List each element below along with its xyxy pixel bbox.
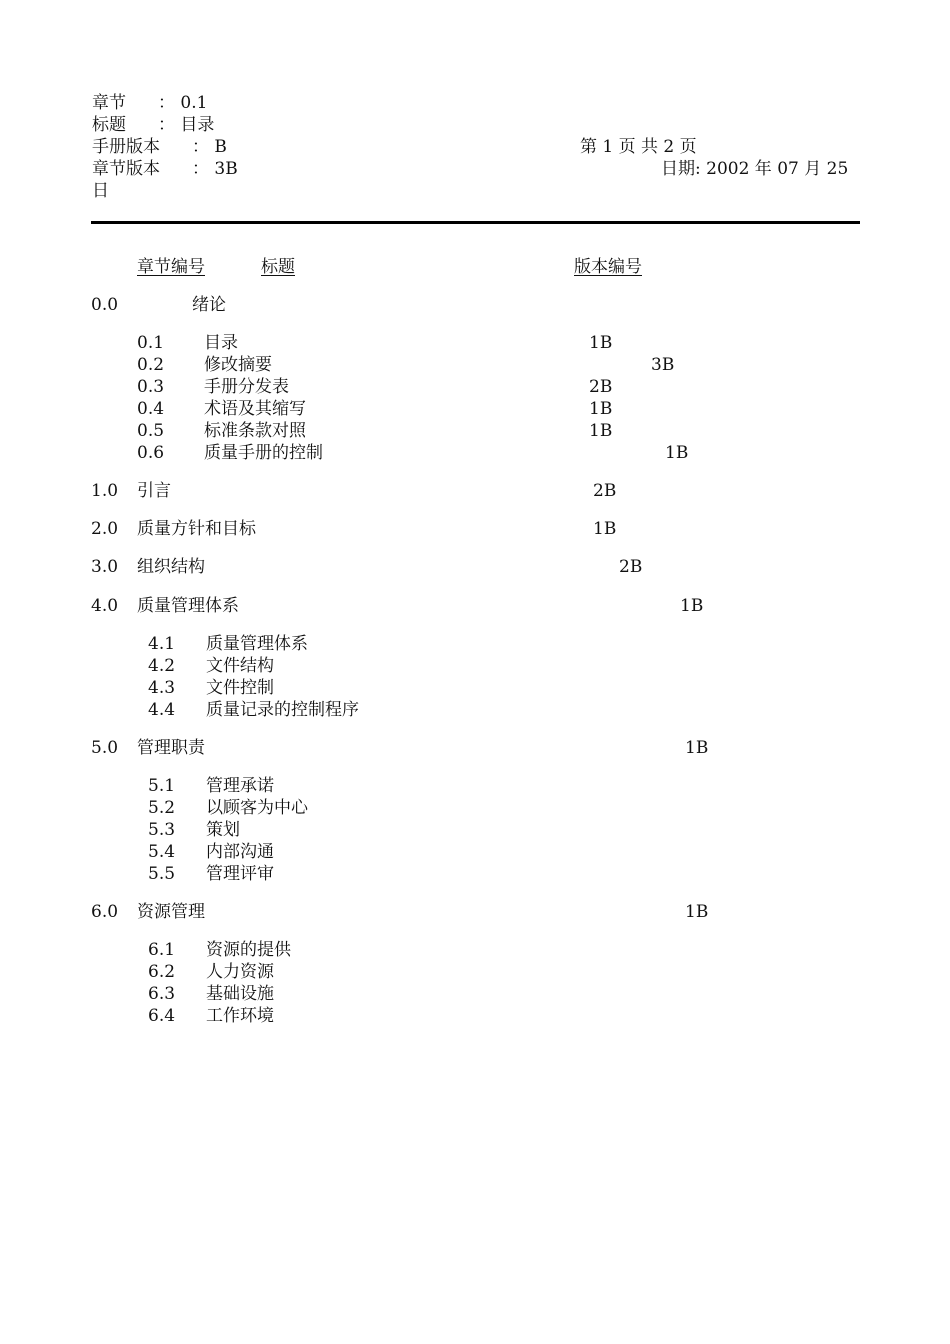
subsection-number: 0.5 xyxy=(137,421,165,441)
subsection-title: 质量管理体系 xyxy=(206,634,308,654)
subsection-number: 5.5 xyxy=(148,864,176,884)
title-value: ： 目录 xyxy=(158,115,215,135)
subsection-number: 0.2 xyxy=(137,355,165,375)
section-number: 3.0 xyxy=(91,557,119,577)
section-title: 资源管理 xyxy=(137,902,205,922)
subsection-title: 目录 xyxy=(204,333,238,353)
section-title: 质量方针和目标 xyxy=(137,519,256,539)
column-header-number: 章节编号 xyxy=(137,257,205,277)
subsection-title: 标准条款对照 xyxy=(204,421,306,441)
date-text: 日期: 2002 年 07 月 25 xyxy=(661,159,849,179)
version-number: 1B xyxy=(589,333,613,353)
subsection-title: 内部沟通 xyxy=(206,842,274,862)
subsection-number: 4.4 xyxy=(148,700,176,720)
subsection-number: 5.1 xyxy=(148,776,176,796)
subsection-title: 工作环境 xyxy=(206,1006,274,1026)
section-number: 5.0 xyxy=(91,738,119,758)
subsection-number: 6.1 xyxy=(148,940,176,960)
chapter-label: 章节 xyxy=(92,93,126,113)
subsection-number: 0.1 xyxy=(137,333,165,353)
page-info: 第 1 页 共 2 页 xyxy=(580,137,697,157)
date-wrap: 日 xyxy=(92,181,109,201)
subsection-number: 4.1 xyxy=(148,634,176,654)
version-number: 1B xyxy=(685,902,709,922)
subsection-number: 4.2 xyxy=(148,656,176,676)
subsection-number: 5.2 xyxy=(148,798,176,818)
header-divider xyxy=(91,221,860,224)
subsection-title: 质量记录的控制程序 xyxy=(206,700,359,720)
version-number: 1B xyxy=(665,443,689,463)
subsection-number: 0.3 xyxy=(137,377,165,397)
subsection-title: 以顾客为中心 xyxy=(206,798,308,818)
subsection-number: 0.4 xyxy=(137,399,165,419)
version-number: 1B xyxy=(593,519,617,539)
section-number: 4.0 xyxy=(91,596,119,616)
manual-version-value: ： B xyxy=(192,137,227,157)
section-title: 绪论 xyxy=(192,295,226,315)
section-number: 0.0 xyxy=(91,295,119,315)
subsection-title: 人力资源 xyxy=(206,962,274,982)
subsection-title: 基础设施 xyxy=(206,984,274,1004)
section-number: 6.0 xyxy=(91,902,119,922)
subsection-title: 策划 xyxy=(206,820,240,840)
version-number: 3B xyxy=(651,355,675,375)
subsection-title: 管理承诺 xyxy=(206,776,274,796)
subsection-title: 手册分发表 xyxy=(204,377,289,397)
column-header-title: 标题 xyxy=(261,257,295,277)
subsection-number: 6.3 xyxy=(148,984,176,1004)
section-title: 管理职责 xyxy=(137,738,205,758)
version-number: 2B xyxy=(593,481,617,501)
version-number: 1B xyxy=(680,596,704,616)
version-number: 2B xyxy=(589,377,613,397)
version-number: 1B xyxy=(589,399,613,419)
subsection-title: 文件结构 xyxy=(206,656,274,676)
subsection-title: 术语及其缩写 xyxy=(204,399,306,419)
chapter-version-value: ： 3B xyxy=(192,159,238,179)
column-header-version: 版本编号 xyxy=(574,257,642,277)
subsection-number: 4.3 xyxy=(148,678,176,698)
subsection-title: 管理评审 xyxy=(206,864,274,884)
chapter-value: ： 0.1 xyxy=(158,93,208,113)
version-number: 1B xyxy=(589,421,613,441)
version-number: 2B xyxy=(619,557,643,577)
version-number: 1B xyxy=(685,738,709,758)
title-label: 标题 xyxy=(92,115,126,135)
section-number: 1.0 xyxy=(91,481,119,501)
subsection-number: 6.4 xyxy=(148,1006,176,1026)
subsection-title: 文件控制 xyxy=(206,678,274,698)
section-title: 引言 xyxy=(137,481,171,501)
subsection-title: 质量手册的控制 xyxy=(204,443,323,463)
section-title: 组织结构 xyxy=(137,557,205,577)
subsection-number: 5.4 xyxy=(148,842,176,862)
section-number: 2.0 xyxy=(91,519,119,539)
subsection-number: 6.2 xyxy=(148,962,176,982)
subsection-number: 0.6 xyxy=(137,443,165,463)
chapter-version-label: 章节版本 xyxy=(92,159,160,179)
subsection-title: 资源的提供 xyxy=(206,940,291,960)
section-title: 质量管理体系 xyxy=(137,596,239,616)
manual-version-label: 手册版本 xyxy=(92,137,160,157)
subsection-title: 修改摘要 xyxy=(204,355,272,375)
subsection-number: 5.3 xyxy=(148,820,176,840)
